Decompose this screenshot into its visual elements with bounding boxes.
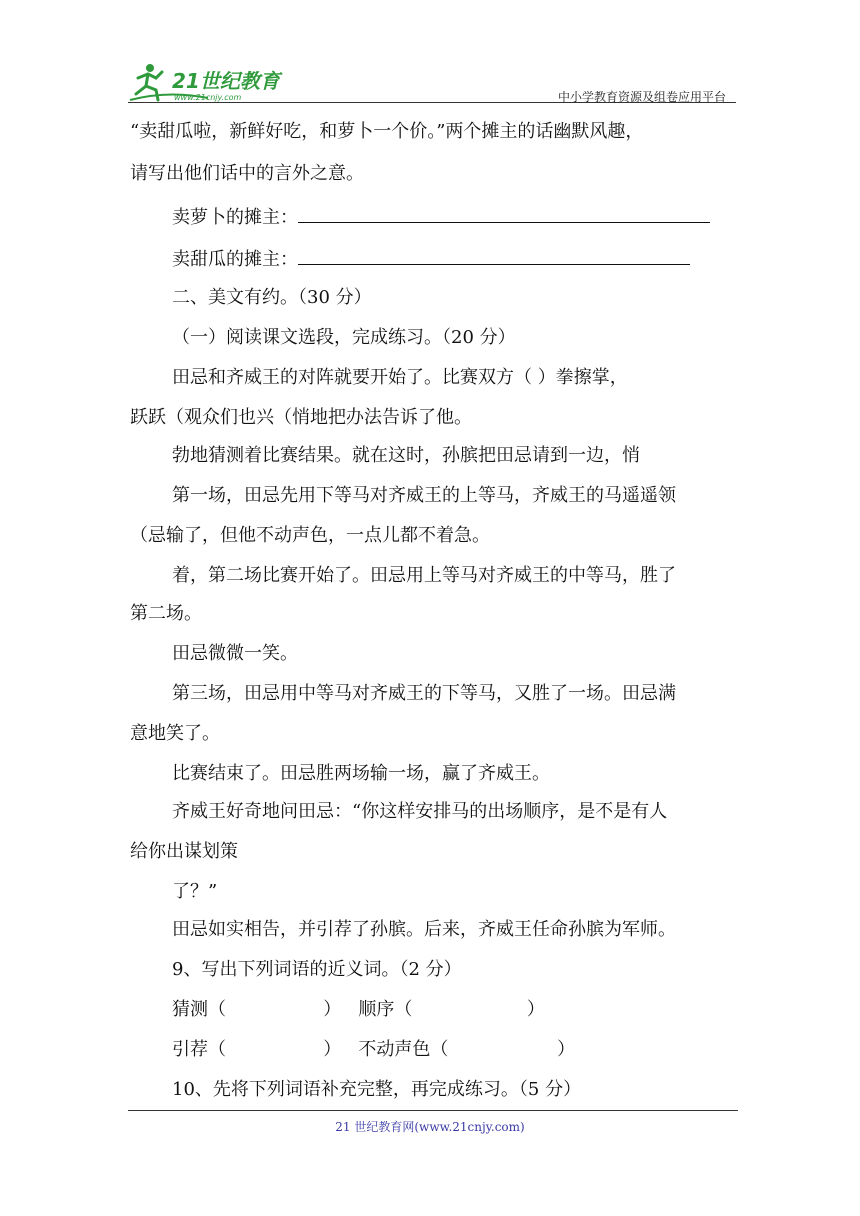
subsection-heading: （一）阅读课文选段，完成练习。（20 分）: [172, 327, 516, 348]
text-line: 第一场，田忌先用下等马对齐威王的上等马，齐威王的马遥遥领: [172, 485, 676, 506]
answer-label: 卖萝卜的摊主：: [172, 207, 298, 228]
text-line: 第二场。: [130, 603, 202, 624]
svg-text:www.21cnjy.com: www.21cnjy.com: [174, 93, 242, 102]
text-line: 田忌微微一笑。: [172, 643, 298, 664]
text-line: 第三场，田忌用中等马对齐威王的下等马，又胜了一场。田忌满: [172, 683, 676, 704]
text-line: 田忌如实相告，并引荐了孙膑。后来，齐威王任命孙膑为军师。: [172, 919, 676, 940]
answer-line-tiangua: [172, 244, 690, 272]
text-line: 田忌和齐威王的对阵就要开始了。比赛双方（ ）拳擦掌，: [172, 367, 628, 388]
text-line: 着，第二场比赛开始了。田忌用上等马对齐威王的中等马，胜了: [172, 565, 676, 586]
question-9-row-1: 猜测（ ） 顺序（ ）: [172, 999, 545, 1020]
header-platform-text: 中小学教育资源及组卷应用平台: [557, 90, 726, 104]
page-header: [128, 60, 736, 104]
question-9-row-2: 引荐（ ） 不动声色（ ）: [172, 1039, 576, 1060]
question-9-heading: 9、写出下列词语的近义词。（2 分）: [172, 959, 462, 980]
svg-text:21世纪教育: 21世纪教育: [172, 69, 280, 93]
answer-blank[interactable]: [298, 202, 710, 223]
text-line: （忌输了，但他不动声色，一点儿都不着急。: [130, 525, 490, 546]
footer-divider: [128, 1110, 738, 1111]
answer-line-luobo: [172, 202, 710, 230]
section-heading: 二、美文有约。（30 分）: [172, 287, 372, 308]
answer-label: 卖甜瓜的摊主：: [172, 249, 298, 270]
text-line: 齐威王好奇地问田忌：“你这样安排马的出场顺序，是不是有人: [172, 801, 668, 822]
text-line: 给你出谋划策: [130, 841, 238, 862]
text-line: 勃地猜测着比赛结果。就在这时，孙膑把田忌请到一边，悄: [172, 445, 640, 466]
text-line: 跃跃（观众们也兴（悄地把办法告诉了他。: [130, 407, 472, 428]
header-divider: [128, 102, 736, 103]
footer-text: 21 世纪教育网(www.21cnjy.com): [335, 1120, 525, 1134]
question-10-heading: 10、先将下列词语补充完整，再完成练习。（5 分）: [172, 1079, 582, 1100]
text-line: 了？”: [172, 881, 218, 902]
text-line: 请写出他们话中的言外之意。: [130, 163, 364, 184]
answer-blank[interactable]: [298, 244, 690, 265]
logo-21cnjy: [128, 60, 298, 104]
text-line: “卖甜瓜啦，新鲜好吃，和萝卜一个价。”两个摊主的话幽默风趣，: [130, 121, 644, 142]
text-line: 意地笑了。: [130, 723, 220, 744]
text-line: 比赛结束了。田忌胜两场输一场，赢了齐威王。: [172, 763, 550, 784]
